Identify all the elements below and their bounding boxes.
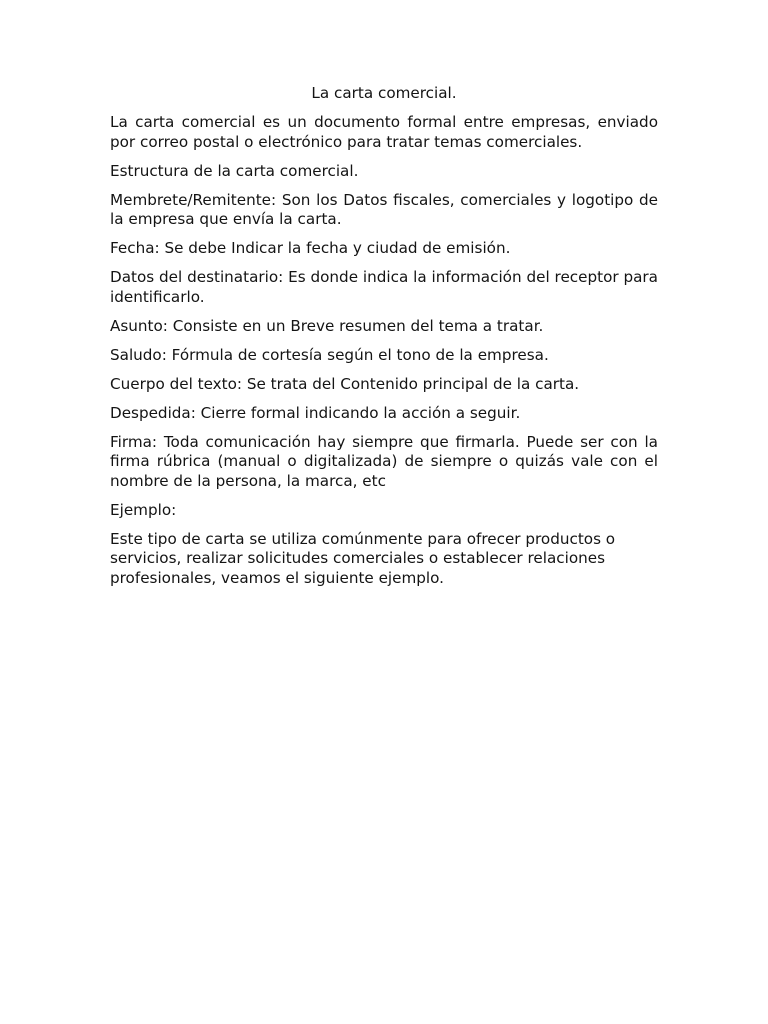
paragraph-asunto: Asunto: Consiste en un Breve resumen del tema a tratar. xyxy=(110,316,544,335)
paragraph-cuerpo: Cuerpo del texto: Se trata del Contenido principal de la carta. xyxy=(110,374,580,393)
paragraph-ejemplo-intro: Este tipo de carta se utiliza comúnmente para ofrecer productos o servicios, realizar solicitudes comerciales o establecer relaciones profesionales, veamos el siguiente ejemplo. xyxy=(110,529,616,587)
document-body xyxy=(110,84,658,598)
paragraph-fecha: Fecha: Se debe Indicar la fecha y ciudad de emisión. xyxy=(110,239,511,257)
paragraph-saludo: Saludo: Fórmula de cortesía según el tono de la empresa. xyxy=(110,345,549,364)
paragraph-firma: Firma: Toda comunicación hay siempre que firmarla. Puede ser con la firma rúbrica (manual o digitalizada) de siempre o quizás vale con el nombre de la persona, la marca, etc xyxy=(110,432,658,490)
paragraph-membrete: Membrete/Remitente: Son los Datos fiscales, comerciales y logotipo de la empresa que envía la carta. xyxy=(110,190,658,228)
paragraph-ejemplo-heading: Ejemplo: xyxy=(110,500,177,519)
paragraph-despedida: Despedida: Cierre formal indicando la acción a seguir. xyxy=(110,403,521,422)
document-title: La carta comercial. xyxy=(311,84,457,102)
paragraph-destinatario: Datos del destinatario: Es donde indica la información del receptor para identificarlo. xyxy=(110,268,658,306)
paragraph-definition: La carta comercial es un documento formal entre empresas, enviado por correo postal o electrónico para tratar temas comerciales. xyxy=(110,113,658,151)
paragraph-structure-heading: Estructura de la carta comercial. xyxy=(110,161,359,180)
